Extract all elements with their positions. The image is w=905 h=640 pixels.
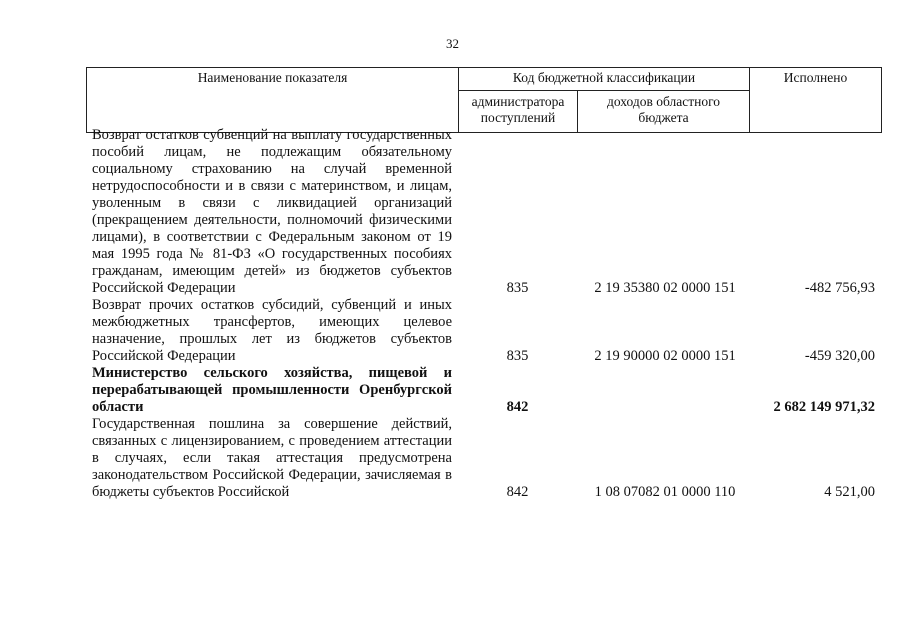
row-income-code: 2 19 90000 02 0000 151 xyxy=(594,348,736,364)
header-name: Наименование показателя xyxy=(87,68,459,133)
row-amount: -459 320,00 xyxy=(804,348,875,364)
row-amount: 4 521,00 xyxy=(824,484,875,500)
row-admin-code: 835 xyxy=(506,280,529,296)
row-amount: 2 682 149 971,32 xyxy=(773,399,875,415)
row-name: Возврат прочих остатков субсидий, субвенций и иных межбюджетных трансфертов, имеющих целевое назначение, прошлых лет из бюджетов субъектов Российской Федерации xyxy=(92,297,452,364)
row-name: Возврат остатков субвенций на выплату государственных пособий лицам, не подлежащим обязательному социальному страхованию на случай временной нетрудоспособности и в связи с материнством, и лицам, уволенным в связи с ликвидацией организаций (прекращением деятельности, полномочий физическими лицами), в соответствии с Федеральным законом от 19 мая 1995 года № 81-ФЗ «О государственных пособиях гражданам, имеющим детей» из бюджетов субъектов Российской Федерации xyxy=(92,127,452,296)
page-number: 32 xyxy=(446,36,459,51)
table-header xyxy=(86,67,882,133)
row-income-code: 2 19 35380 02 0000 151 xyxy=(594,280,736,296)
table-row xyxy=(0,416,905,501)
row-admin-code: 842 xyxy=(506,399,529,415)
header-admin: администратора поступлений xyxy=(459,91,578,133)
row-name: Государственная пошлина за совершение действий, связанных с лицензированием, с проведением аттестации в случаях, если такая аттестация предусмотрена законодательством Российской Федерации, зачисляемая в бюджеты субъектов Российской xyxy=(92,416,452,500)
table-row xyxy=(0,297,905,365)
table-body xyxy=(0,127,905,501)
header-executed: Исполнено xyxy=(750,68,882,133)
row-name: Министерство сельского хозяйства, пищевой и перерабатывающей промышленности Оренбургской области xyxy=(92,365,452,415)
table-row xyxy=(0,127,905,297)
table-row-section xyxy=(0,365,905,416)
row-income-code: 1 08 07082 01 0000 110 xyxy=(594,484,736,500)
row-admin-code: 835 xyxy=(506,348,529,364)
row-amount: -482 756,93 xyxy=(804,280,875,296)
row-admin-code: 842 xyxy=(506,484,529,500)
header-income: доходов областного бюджета xyxy=(578,91,750,133)
header-code-group: Код бюджетной классификации xyxy=(459,68,750,91)
